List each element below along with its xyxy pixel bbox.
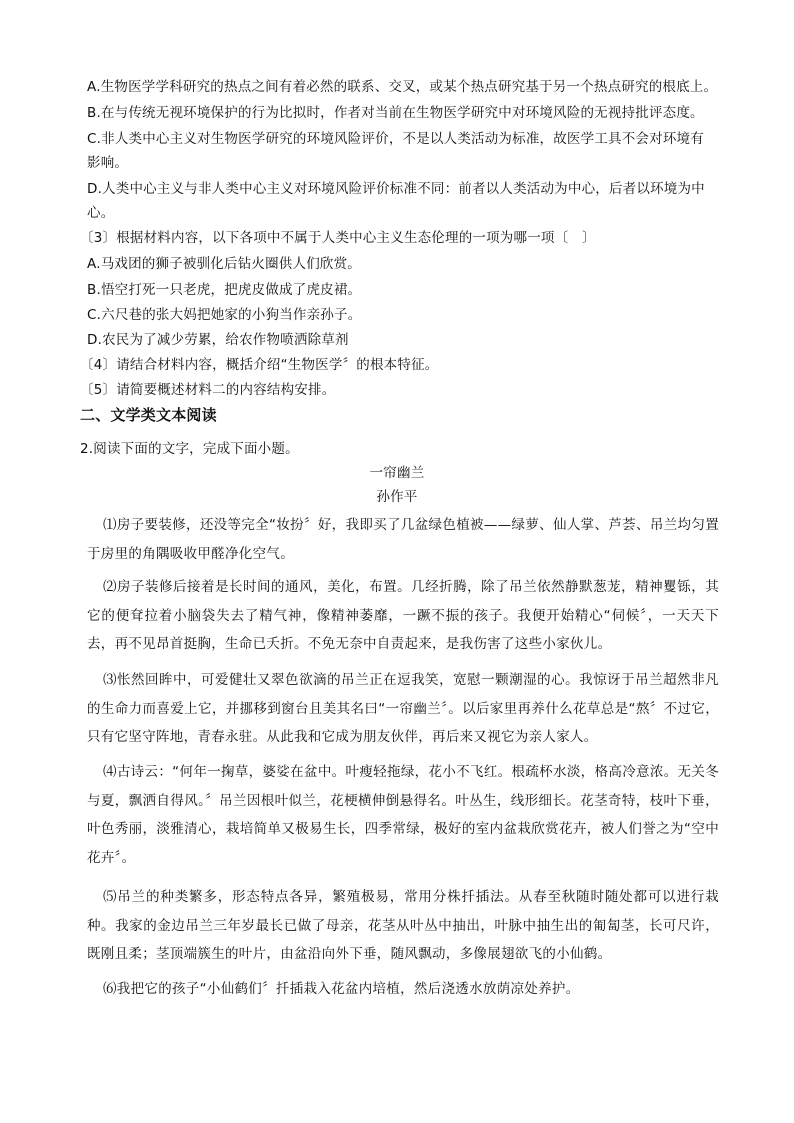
section-instruction: 2.阅读下面的文字，完成下面小题。 bbox=[80, 441, 299, 457]
option-2b: B.在与传统无视环境保护的行为比拟时，作者对当前在生物医学研究中对环境风险的无视持批评态度。 bbox=[87, 105, 704, 121]
article-author: 孙作平 bbox=[376, 489, 418, 505]
question-5: 〔5〕请简要概述材料二的内容结构安排。 bbox=[80, 382, 336, 398]
option-2d-cont: 心。 bbox=[87, 205, 115, 221]
option-3d: D.农民为了减少劳累，给农作物喷洒除草剂 bbox=[87, 332, 349, 348]
article-paragraph-4: ⑷古诗云：“何年一掬草，婆娑在盆中。叶瘦轻拖绿，花小不飞红。根疏杯水淡，格高冷意浓。无关冬与夏，飘洒自得风。〞吊兰因根叶似兰，花梗横伸倒悬得名。叶丛生，线形细长。花茎奇特，枝叶下垂，叶色秀丽，淡雅清心，栽培简单又极易生长，四季常绿，极好的室内盆栽欣赏花卉，被人们誉之为“空中花卉〞。 bbox=[87, 764, 719, 866]
article-paragraph-2: ⑵房子装修后接着是长时间的通风，美化，布置。几经折腾，除了吊兰依然静默葱茏，精神矍铄，其它的便耷拉着小脑袋失去了精气神，像精神萎靡，一蹶不振的孩子。我便开始精心“伺候〞，一天天下去，再不见昂首挺胸，生命已夭折。不免无奈中自责起来，是我伤害了这些小家伙儿。 bbox=[87, 579, 719, 652]
option-3a: A.马戏团的狮子被驯化后钻火圈供人们欣赏。 bbox=[87, 256, 361, 272]
question-3-stem: 〔3〕根据材料内容，以下各项中不属于人类中心主义生态伦理的一项为哪一项〔 〕 bbox=[80, 230, 596, 246]
option-2d: D.人类中心主义与非人类中心主义对环境风险评价标准不同：前者以人类活动为中心，后者以环境为中 bbox=[87, 181, 705, 197]
option-2c-cont: 影响。 bbox=[87, 155, 129, 171]
article-title: 一帘幽兰 bbox=[369, 465, 425, 481]
article-paragraph-5: ⑸吊兰的种类繁多，形态特点各异，繁殖极易，常用分株扦插法。从春至秋随时随处都可以进行栽种。我家的金边吊兰三年岁最长已做了母亲，花茎从叶丛中抽出，叶脉中抽生出的匍匐茎，长可尺许，既刚且柔；茎顶端簇生的叶片，由盆沿向外下垂，随风飘动，多像展翅欲飞的小仙鹤。 bbox=[87, 889, 719, 962]
option-3b: B.悟空打死一只老虎，把虎皮做成了虎皮裙。 bbox=[87, 282, 362, 298]
article-paragraph-3: ⑶怅然回眸中，可爱健壮又翠色欲滴的吊兰正在逗我笑，宽慰一颗潮湿的心。我惊讶于吊兰超然非凡的生命力而喜爱上它，并挪移到窗台且美其名曰“一帘幽兰〞。以后家里再养什么花草总是“熬〞不过它，只有它坚守阵地，青春永驻。从此我和它成为朋友伙伴，再后来又视它为亲人家人。 bbox=[87, 672, 719, 745]
article-paragraph-1: ⑴房子要装修，还没等完全“妆扮〞好，我即买了几盆绿色植被——绿萝、仙人掌、芦荟、吊兰均匀置于房里的角隅吸收甲醛净化空气。 bbox=[87, 517, 719, 562]
section-heading: 二、文学类文本阅读 bbox=[80, 406, 217, 424]
question-4: 〔4〕请结合材料内容，概括介绍“生物医学〞的根本特征。 bbox=[80, 357, 439, 373]
option-3c: C.六尺巷的张大妈把她家的小狗当作亲孙子。 bbox=[87, 307, 362, 323]
option-2c: C.非人类中心主义对生物医学研究的环境风险评价，不是以人类活动为标准，故医学工具不会对环境有 bbox=[87, 131, 704, 147]
option-2a: A.生物医学学科研究的热点之间有着必然的联系、交叉，或某个热点研究基于另一个热点研究的根底上。 bbox=[87, 79, 718, 95]
article-paragraph-6: ⑹我把它的孩子“小仙鹤们〞扦插栽入花盆内培植，然后浇透水放荫凉处养护。 bbox=[103, 981, 580, 997]
